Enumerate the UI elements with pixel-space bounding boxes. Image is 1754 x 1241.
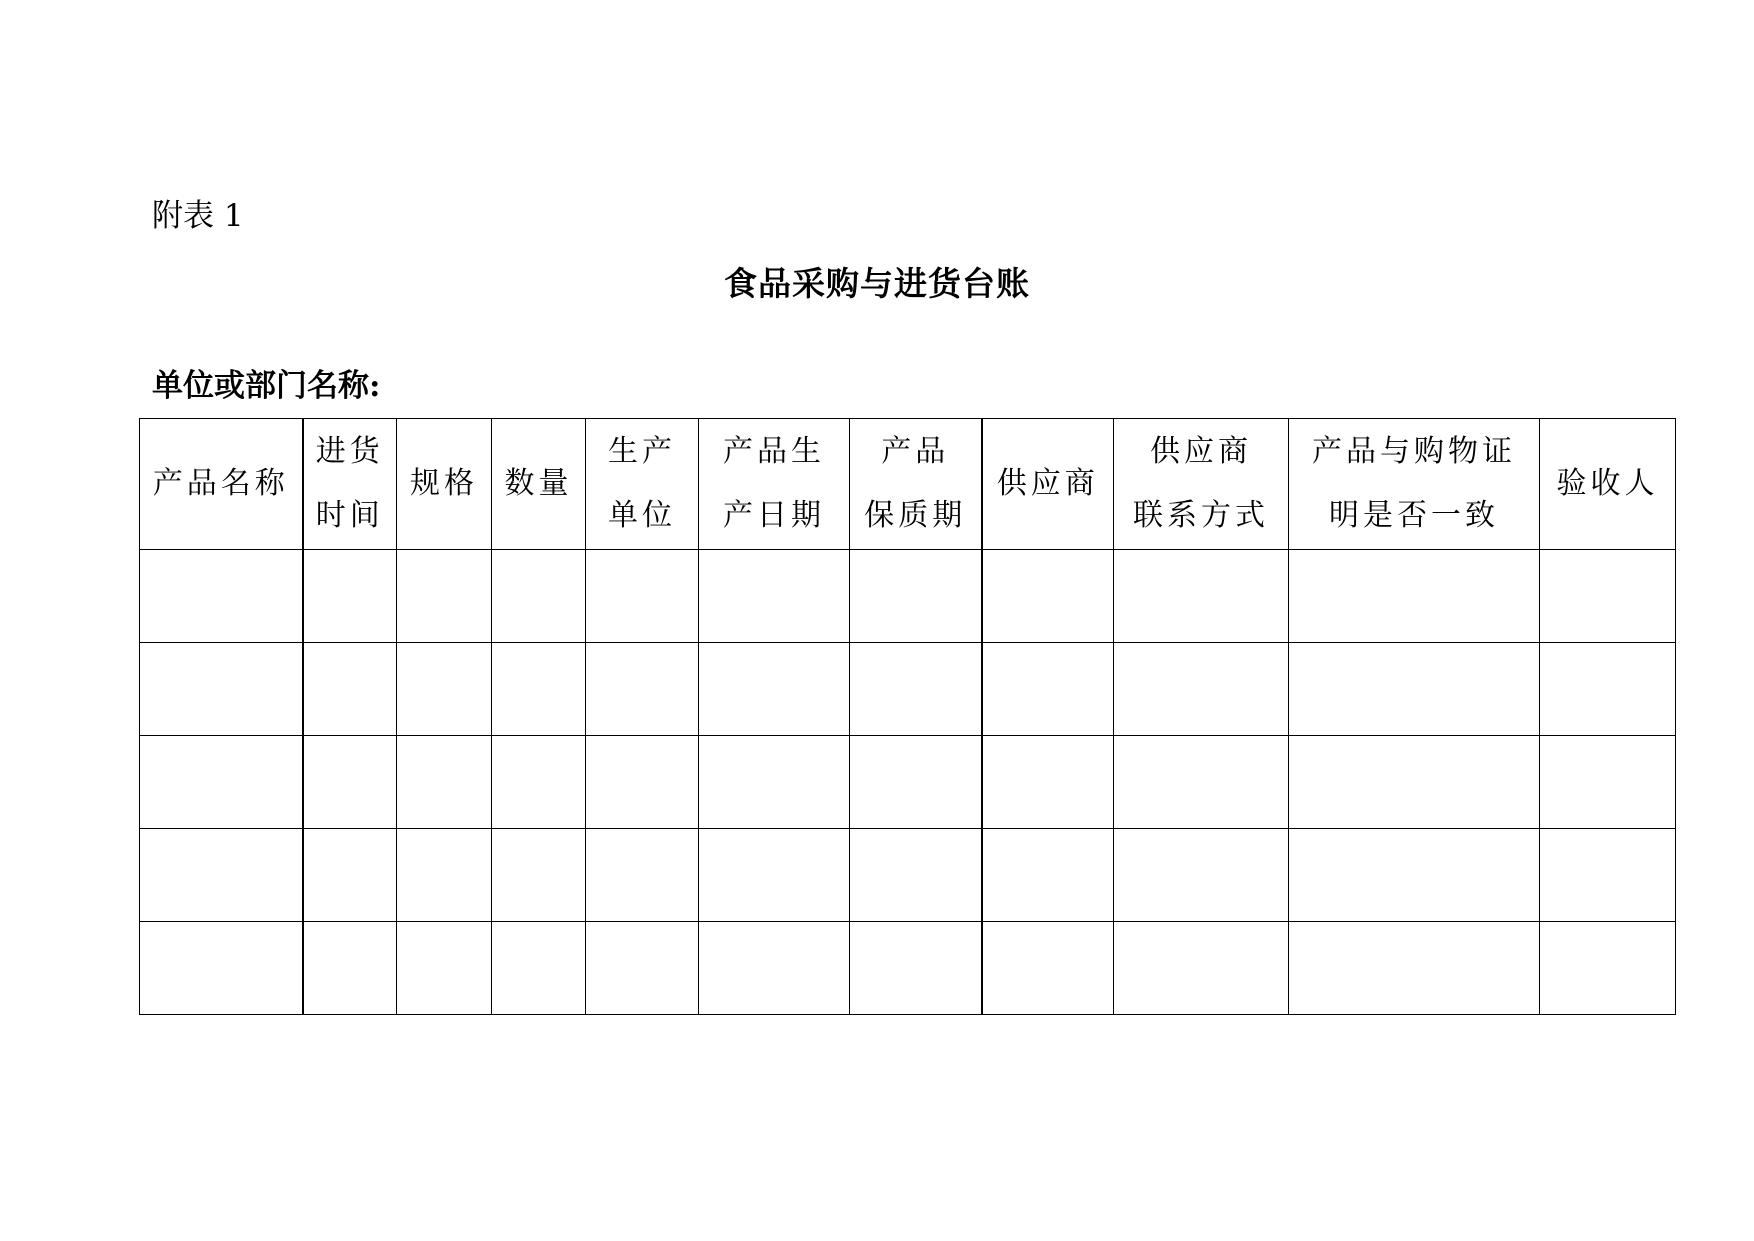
table-cell xyxy=(850,643,982,736)
table-cell xyxy=(303,922,397,1015)
table-cell xyxy=(397,736,492,829)
table-cell xyxy=(140,922,303,1015)
table-cell xyxy=(492,829,586,922)
table-cell xyxy=(1114,643,1289,736)
table-cell xyxy=(699,922,850,1015)
column-header-purchase-time: 进货 时间 xyxy=(303,419,397,550)
table-cell xyxy=(1289,829,1540,922)
table-cell xyxy=(982,922,1114,1015)
table-cell xyxy=(1540,922,1676,1015)
table-cell xyxy=(397,922,492,1015)
table-cell xyxy=(850,550,982,643)
table-cell xyxy=(1289,736,1540,829)
unit-name-label: 单位或部门名称: xyxy=(152,368,381,404)
table-cell xyxy=(492,922,586,1015)
table-cell xyxy=(1289,922,1540,1015)
column-header-inspector: 验收人 xyxy=(1540,419,1676,550)
table-row xyxy=(140,643,1676,736)
table-cell xyxy=(140,643,303,736)
table-cell xyxy=(492,643,586,736)
table-cell xyxy=(982,550,1114,643)
table-row xyxy=(140,550,1676,643)
table-cell xyxy=(586,643,699,736)
column-header-quantity: 数量 xyxy=(492,419,586,550)
table-cell xyxy=(303,829,397,922)
table-row xyxy=(140,736,1676,829)
document-title: 食品采购与进货台账 xyxy=(724,264,1030,303)
appendix-label: 附表 1 xyxy=(152,198,244,234)
table-row xyxy=(140,829,1676,922)
table-cell xyxy=(140,736,303,829)
column-header-specification: 规格 xyxy=(397,419,492,550)
table-cell xyxy=(140,829,303,922)
table-cell xyxy=(1114,736,1289,829)
table-cell xyxy=(586,736,699,829)
table-cell xyxy=(303,550,397,643)
table-cell xyxy=(586,550,699,643)
table-cell xyxy=(397,643,492,736)
table-cell xyxy=(850,922,982,1015)
table-header-row xyxy=(140,419,1676,550)
table-cell xyxy=(303,736,397,829)
table-cell xyxy=(699,736,850,829)
table-cell xyxy=(1289,550,1540,643)
purchase-ledger-table xyxy=(139,418,1676,1015)
table-cell xyxy=(1540,736,1676,829)
table-cell xyxy=(982,736,1114,829)
table-cell xyxy=(699,550,850,643)
table-cell xyxy=(397,550,492,643)
table-cell xyxy=(699,643,850,736)
table-cell xyxy=(586,829,699,922)
table-cell xyxy=(140,550,303,643)
table-cell xyxy=(982,643,1114,736)
table-cell xyxy=(1540,550,1676,643)
table-cell xyxy=(492,736,586,829)
table-cell xyxy=(303,643,397,736)
table-cell xyxy=(982,829,1114,922)
table-cell xyxy=(1540,643,1676,736)
column-header-production-date: 产品生 产日期 xyxy=(699,419,850,550)
column-header-manufacturer: 生产 单位 xyxy=(586,419,699,550)
table-row xyxy=(140,922,1676,1015)
table-cell xyxy=(1114,829,1289,922)
table-cell xyxy=(397,829,492,922)
table-cell xyxy=(699,829,850,922)
column-header-certificate-match: 产品与购物证 明是否一致 xyxy=(1289,419,1540,550)
column-header-supplier: 供应商 xyxy=(982,419,1114,550)
column-header-shelf-life: 产品 保质期 xyxy=(850,419,982,550)
column-header-supplier-contact: 供应商 联系方式 xyxy=(1114,419,1289,550)
table-cell xyxy=(1540,829,1676,922)
table-cell xyxy=(850,829,982,922)
table-cell xyxy=(1114,550,1289,643)
table-cell xyxy=(1114,922,1289,1015)
column-header-product-name: 产品名称 xyxy=(140,419,303,550)
table-cell xyxy=(492,550,586,643)
table-cell xyxy=(850,736,982,829)
table-cell xyxy=(1289,643,1540,736)
table-cell xyxy=(586,922,699,1015)
